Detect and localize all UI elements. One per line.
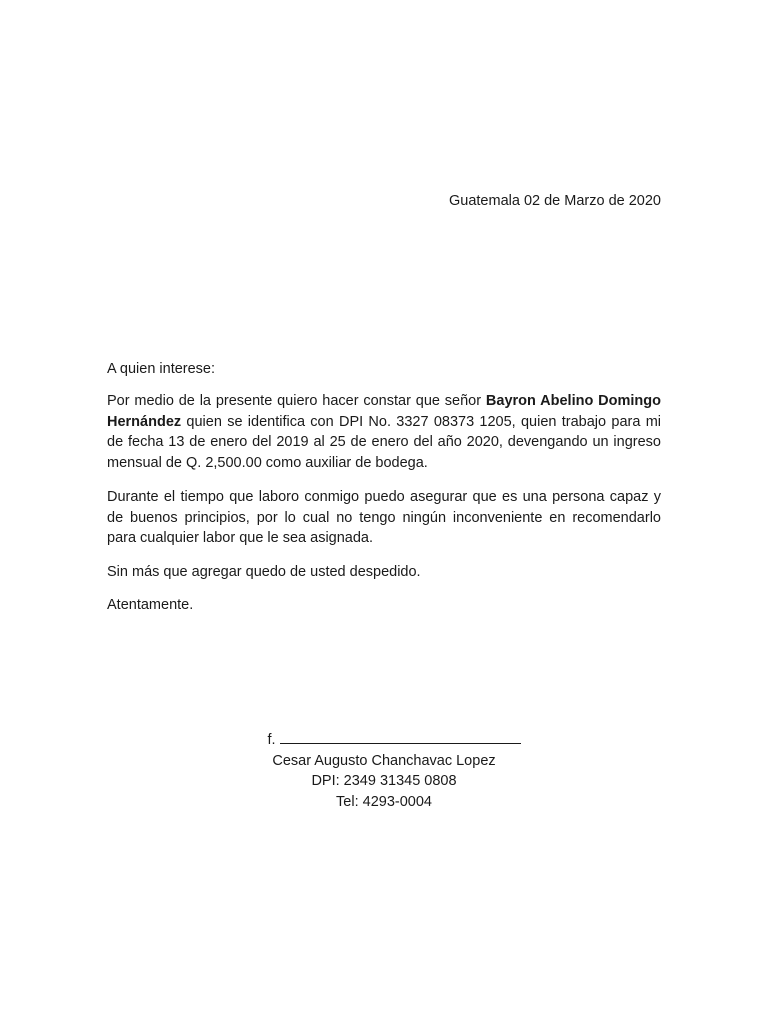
letter-paragraph-1 (107, 391, 661, 473)
paragraph-1-rest: quien se identifica con DPI No. 3327 08373 1205, quien trabajo para mi de fecha 13 de enero del 2019 al 25 de enero del año 2020, devengando un ingreso mensual de Q. 2,500.00 como auxiliar de bodega. (107, 413, 661, 471)
signature-prefix: f. (267, 732, 276, 748)
letter-paragraph-2: Durante el tiempo que laboro conmigo puedo asegurar que es una persona capaz y de buenos principios, por lo cual no tengo ningún inconveniente en recomendarlo para cualquier labor que le sea asignada. (107, 489, 661, 546)
signature-block (234, 729, 534, 812)
letter-date: Guatemala 02 de Marzo de 2020 (449, 193, 661, 209)
employee-name: Bayron Abelino Domingo Hernández (107, 393, 661, 430)
paragraph-1-intro: Por medio de la presente quiero hacer constar que señor (107, 393, 486, 409)
signature-rule (280, 729, 521, 744)
signer-name: Cesar Augusto Chanchavac Lopez (272, 752, 496, 769)
letter-paragraph-3: Sin más que agregar quedo de usted despedido. (107, 564, 421, 580)
letter-greeting: A quien interese: (107, 361, 216, 377)
letter-closing: Atentamente. (107, 597, 194, 613)
signer-phone: Tel: 4293-0004 (336, 793, 432, 810)
signature-line (254, 729, 534, 751)
signer-dpi: DPI: 2349 31345 0808 (311, 773, 457, 789)
